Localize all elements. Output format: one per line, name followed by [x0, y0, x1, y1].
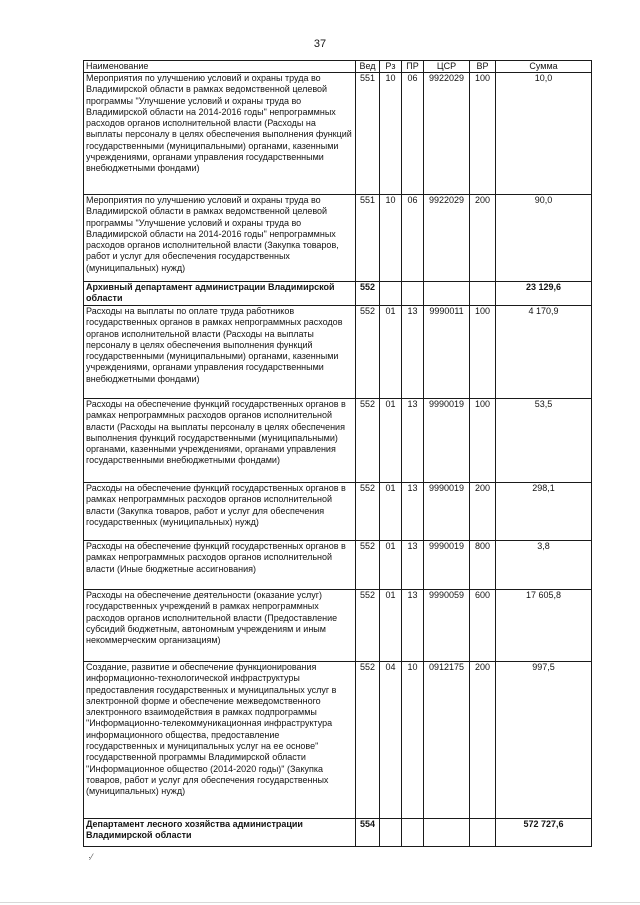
row-vr: [470, 282, 496, 306]
row-csr: 9922029: [424, 195, 470, 282]
row-name: Мероприятия по улучшению условий и охраны труда во Владимирской области в рамках ведомственной целевой программы "Улучшение условий и охраны труда во Владимирской области на 2014-2016 годы" непрограммных расходов органов исполнительной власти (Закупка товаров, работ и услуг для обеспечения государственных (муниципальных) нужд): [84, 195, 356, 282]
table-header-row: [84, 61, 592, 73]
scan-artifact-mark: ·⁄: [88, 852, 93, 862]
row-sum: 298,1: [496, 483, 592, 541]
row-csr: [424, 282, 470, 306]
row-sum: 997,5: [496, 662, 592, 819]
row-csr: 9990019: [424, 483, 470, 541]
row-ved: 551: [356, 195, 380, 282]
row-vr: 100: [470, 306, 496, 399]
row-pr: 13: [402, 306, 424, 399]
table-row: [84, 306, 592, 399]
page-number: 37: [313, 38, 327, 50]
table-row: [84, 590, 592, 662]
row-vr: 600: [470, 590, 496, 662]
row-name: Расходы на обеспечение функций государственных органов в рамках непрограммных расходов органов исполнительной власти (Иные бюджетные ассигнования): [84, 541, 356, 590]
row-vr: 100: [470, 73, 496, 195]
row-name: Мероприятия по улучшению условий и охраны труда во Владимирской области в рамках ведомственной целевой программы "Улучшение условий и охраны труда во Владимирской области на 2014-2016 годы" непрограммных расходов органов исполнительной власти (Расходы на выплаты персоналу в целях обеспечения выполнения функций государственными (муниципальными) органами, казенными учреждениями, органами управления государственными внебюджетными фондами): [84, 73, 356, 195]
row-rz: 01: [380, 483, 402, 541]
budget-table: [83, 60, 592, 847]
row-csr: [424, 819, 470, 847]
row-ved: 552: [356, 483, 380, 541]
table-row: [84, 483, 592, 541]
row-rz: 01: [380, 399, 402, 483]
row-sum: 23 129,6: [496, 282, 592, 306]
row-vr: 800: [470, 541, 496, 590]
row-csr: 0912175: [424, 662, 470, 819]
row-ved: 551: [356, 73, 380, 195]
table-row-department: [84, 282, 592, 306]
row-rz: 01: [380, 541, 402, 590]
row-rz: 10: [380, 195, 402, 282]
row-pr: 06: [402, 195, 424, 282]
row-sum: 10,0: [496, 73, 592, 195]
row-ved: 552: [356, 306, 380, 399]
row-pr: 13: [402, 541, 424, 590]
row-csr: 9990019: [424, 541, 470, 590]
table-row-department: [84, 819, 592, 847]
row-vr: 100: [470, 399, 496, 483]
row-name: Архивный департамент администрации Владимирской области: [84, 282, 356, 306]
row-vr: 200: [470, 195, 496, 282]
row-rz: 10: [380, 73, 402, 195]
row-sum: 572 727,6: [496, 819, 592, 847]
header-pr: ПР: [402, 61, 424, 73]
row-pr: 13: [402, 399, 424, 483]
row-sum: 3,8: [496, 541, 592, 590]
row-rz: [380, 282, 402, 306]
table-row: [84, 399, 592, 483]
row-ved: 552: [356, 590, 380, 662]
row-rz: 01: [380, 590, 402, 662]
row-pr: [402, 282, 424, 306]
row-pr: 13: [402, 590, 424, 662]
row-sum: 90,0: [496, 195, 592, 282]
row-name: Расходы на выплаты по оплате труда работников государственных органов в рамках непрограммных расходов органов исполнительной власти (Расходы на выплаты персоналу в целях обеспечения выполнения функций государственными (муниципальными) органами, казенными учреждениями, органами управления государственными внебюджетными фондами): [84, 306, 356, 399]
row-name: Создание, развитие и обеспечение функционирования информационно-технологической инфраструктуры предоставления государственных и муниципальных услуг в электронной форме и обеспечение межведомственного электронного взаимодействия в рамках подпрограммы "Информационно-телекоммуникационная инфраструктура информационного общества, предоставление государственных и муниципальных услуг на ее основе" государственной программы Владимирской области "Информационное общество (2014-2020 годы)" (Закупка товаров, работ и услуг для обеспечения государственных (муниципальных) нужд): [84, 662, 356, 819]
row-pr: 13: [402, 483, 424, 541]
row-rz: 01: [380, 306, 402, 399]
page-bottom-edge: [0, 902, 640, 903]
row-vr: 200: [470, 662, 496, 819]
header-csr: ЦСР: [424, 61, 470, 73]
row-name: Расходы на обеспечение функций государственных органов в рамках непрограммных расходов органов исполнительной власти (Закупка товаров, работ и услуг для обеспечения государственных (муниципальных) нужд): [84, 483, 356, 541]
header-ved: Вед: [356, 61, 380, 73]
header-rz: Рз: [380, 61, 402, 73]
row-csr: 9990059: [424, 590, 470, 662]
row-sum: 4 170,9: [496, 306, 592, 399]
row-ved: 552: [356, 282, 380, 306]
row-name: Департамент лесного хозяйства администрации Владимирской области: [84, 819, 356, 847]
row-sum: 17 605,8: [496, 590, 592, 662]
table-row: [84, 73, 592, 195]
row-ved: 552: [356, 541, 380, 590]
row-csr: 9922029: [424, 73, 470, 195]
header-sum: Сумма: [496, 61, 592, 73]
table-row: [84, 662, 592, 819]
row-rz: 04: [380, 662, 402, 819]
row-rz: [380, 819, 402, 847]
row-ved: 554: [356, 819, 380, 847]
row-ved: 552: [356, 662, 380, 819]
row-csr: 9990019: [424, 399, 470, 483]
header-vr: ВР: [470, 61, 496, 73]
row-sum: 53,5: [496, 399, 592, 483]
row-name: Расходы на обеспечение деятельности (оказание услуг) государственных учреждений в рамках непрограммных расходов органов исполнительной власти (Предоставление субсидий бюджетным, автономным учреждениям и иным некоммерческим организациям): [84, 590, 356, 662]
row-name: Расходы на обеспечение функций государственных органов в рамках непрограммных расходов органов исполнительной власти (Расходы на выплаты персоналу в целях обеспечения выполнения функций государственными (муниципальными) органами, казенными учреждениями, органами управления государственными внебюджетными фондами): [84, 399, 356, 483]
row-vr: [470, 819, 496, 847]
row-ved: 552: [356, 399, 380, 483]
row-pr: 10: [402, 662, 424, 819]
header-name: Наименование: [84, 61, 356, 73]
row-pr: [402, 819, 424, 847]
row-pr: 06: [402, 73, 424, 195]
table-row: [84, 195, 592, 282]
table-row: [84, 541, 592, 590]
row-csr: 9990011: [424, 306, 470, 399]
row-vr: 200: [470, 483, 496, 541]
